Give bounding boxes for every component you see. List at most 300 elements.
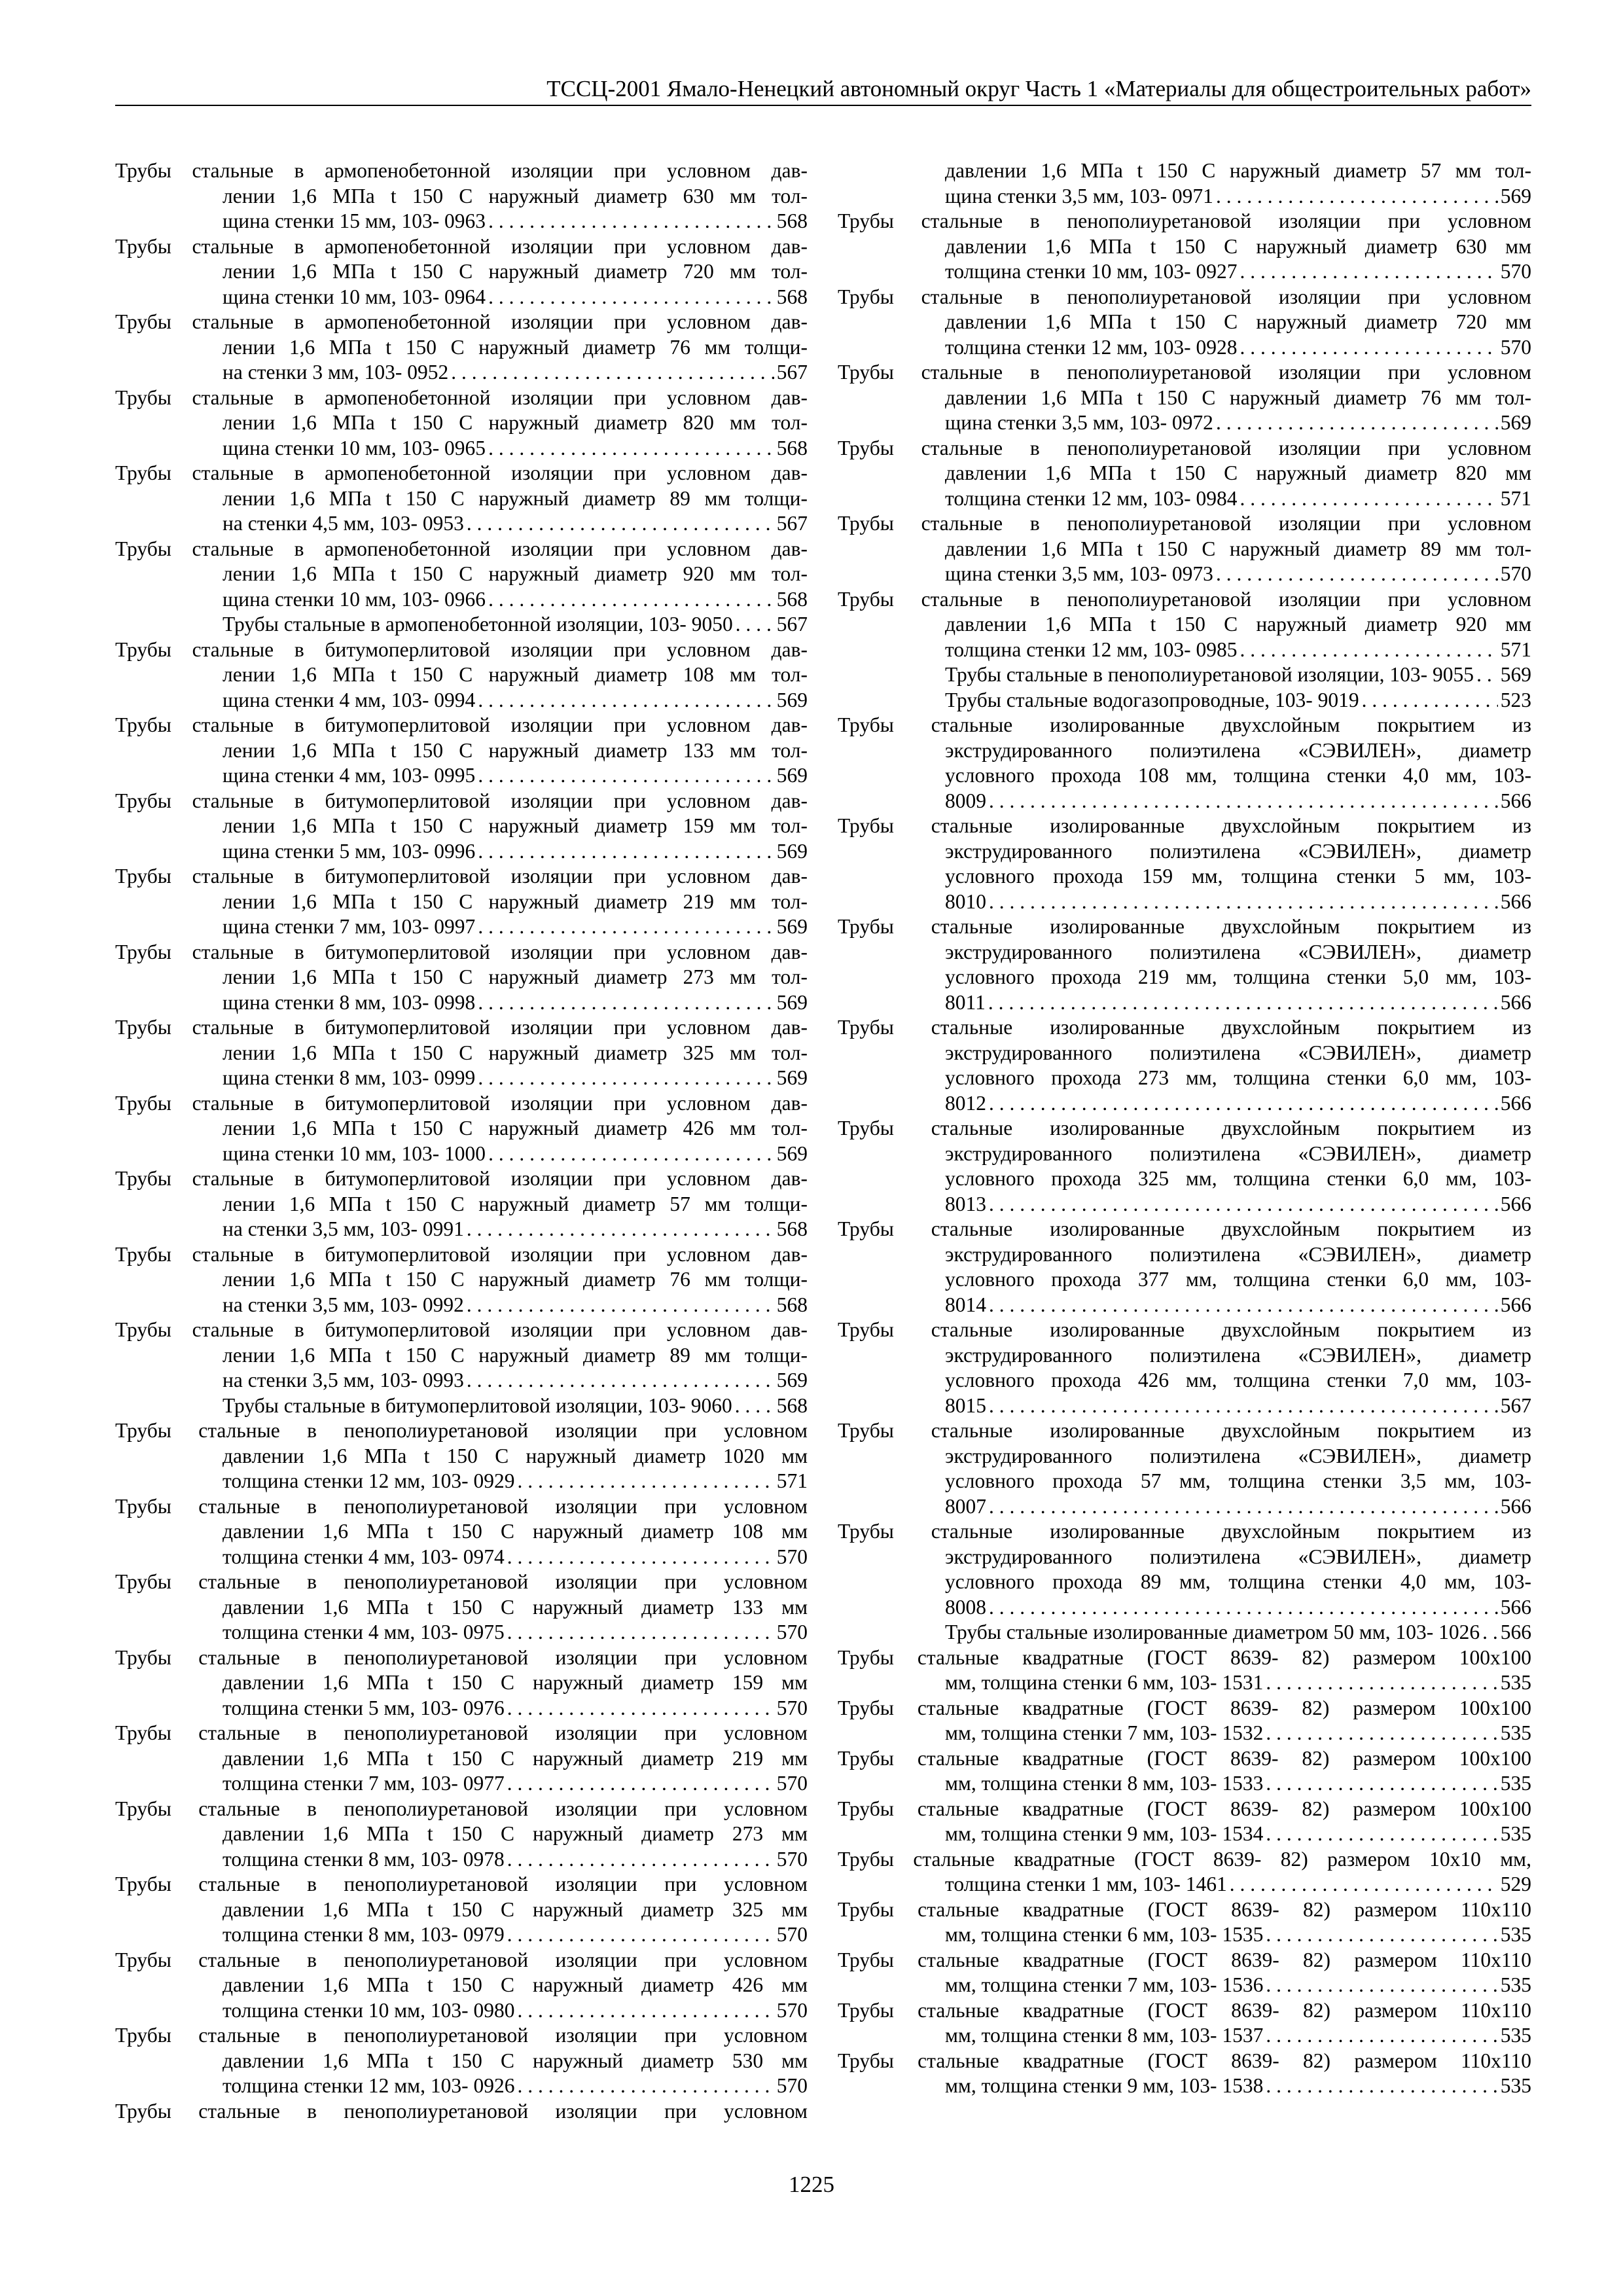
index-entry-line: Трубы стальные в армопенобетонной изоляции при условном дав- — [115, 386, 808, 409]
index-entry-page: 535 — [1500, 1772, 1531, 1795]
index-entry-text: щина стенки 10 мм, 103- 0966 — [223, 587, 486, 611]
index-entry-page: 569 — [1500, 663, 1531, 686]
index-entry-text: толщина стенки 4 мм, 103- 0975 — [223, 1621, 505, 1643]
index-entry — [115, 1721, 808, 1797]
index-entry-page: 567 — [776, 512, 808, 535]
index-entry — [838, 1847, 1531, 1897]
index-entry-line: Трубы стальные изолированные двухслойным покрытием из — [838, 814, 1531, 837]
index-entry — [115, 789, 808, 865]
index-entry-text: щина стенки 3,5 мм, 103- 0973 — [945, 562, 1213, 585]
index-entry-line: лении 1,6 МПа t 150 С наружный диаметр 219 мм тол- — [223, 889, 808, 913]
index-entry-line: Трубы стальные в битумоперлитовой изоляции при условном дав- — [115, 637, 808, 661]
index-entry-line: Трубы стальные в пенополиуретановой изоляции при условном — [115, 1948, 808, 1971]
index-entry-page: 567 — [776, 613, 808, 636]
index-entry-line: лении 1,6 МПа t 150 С наружный диаметр 325 мм тол- — [223, 1041, 808, 1064]
index-entry-line: Трубы стальные в армопенобетонной изоляции при условном дав- — [115, 537, 808, 560]
dot-leader — [1240, 486, 1497, 512]
dot-leader — [1266, 2073, 1497, 2099]
index-entry-line: лении 1,6 МПа t 150 С наружный диаметр 820 мм тол- — [223, 411, 808, 434]
index-entry — [838, 1948, 1531, 1998]
index-entry-line: условного прохода 219 мм, толщина стенки 5,0 мм, 103- — [945, 965, 1531, 988]
index-entry-line: давлении 1,6 МПа t 150 С наружный диаметр 630 мм — [945, 234, 1531, 258]
dot-leader — [1266, 1973, 1497, 1998]
index-entry-line: лении 1,6 МПа t 150 С наружный диаметр 133 мм тол- — [223, 738, 808, 762]
dot-leader — [1216, 184, 1498, 209]
index-entry-text: щина стенки 5 мм, 103- 0996 — [223, 839, 476, 863]
index-entry-page: 570 — [776, 1772, 808, 1795]
index-entry-page: 570 — [776, 1545, 808, 1568]
index-entry-page: 566 — [1500, 1494, 1531, 1518]
index-entry-line: Трубы стальные квадратные (ГОСТ 8639- 82) размером 110x110 — [838, 1948, 1531, 1971]
index-entry-line: давлении 1,6 МПа t 150 С наружный диаметр 108 мм — [223, 1520, 808, 1543]
index-entry-line: Трубы стальные в битумоперлитовой изоляции при условном дав- — [115, 713, 808, 736]
index-entry-text: толщина стенки 1 мм, 103- 1461 — [945, 1873, 1227, 1895]
index-entry-line: условного прохода 377 мм, толщина стенки 6,0 мм, 103- — [945, 1268, 1531, 1291]
index-entry-page: 570 — [776, 1696, 808, 1719]
index-entry-line: экструдированного полиэтилена «СЭВИЛЕН», диаметр — [945, 738, 1531, 762]
index-entry-line: Трубы стальные квадратные (ГОСТ 8639- 82) размером 110x110 — [838, 2049, 1531, 2072]
dot-leader — [517, 1998, 774, 2024]
index-entry-line: лении 1,6 МПа t 150 С наружный диаметр 89 мм толщи- — [223, 486, 808, 510]
index-entry-page: 535 — [1500, 1721, 1531, 1744]
index-entry-text: толщина стенки 12 мм, 103- 0926 — [223, 2074, 515, 2097]
index-entry-line: лении 1,6 МПа t 150 С наружный диаметр 159 мм тол- — [223, 814, 808, 837]
index-entry-text: щина стенки 10 мм, 103- 1000 — [223, 1141, 486, 1165]
index-entry-line: Трубы стальные квадратные (ГОСТ 8639- 82) размером 10x10 мм, — [838, 1847, 1531, 1871]
index-entry — [115, 1570, 808, 1645]
index-entry-text: мм, толщина стенки 6 мм, 103- 1535 — [945, 1923, 1264, 1946]
index-entry-page: 566 — [1500, 789, 1531, 812]
dot-leader — [507, 1696, 774, 1721]
index-entry-text: щина стенки 15 мм, 103- 0963 — [223, 209, 486, 232]
index-entry-line: лении 1,6 МПа t 150 С наружный диаметр 76 мм толщи- — [223, 1268, 808, 1291]
index-entry-text: толщина стенки 10 мм, 103- 0927 — [945, 260, 1238, 283]
index-entry — [838, 1217, 1531, 1318]
index-entry-text: мм, толщина стенки 8 мм, 103- 1533 — [945, 1772, 1264, 1795]
index-entry-line: Трубы стальные изолированные двухслойным покрытием из — [838, 1117, 1531, 1139]
index-entry — [115, 2099, 808, 2125]
dot-leader — [988, 990, 1498, 1016]
index-entry — [115, 637, 808, 713]
dot-leader — [478, 839, 774, 865]
index-entry-line: Трубы стальные изолированные двухслойным покрытием из — [838, 1318, 1531, 1341]
dot-leader — [1240, 259, 1497, 285]
index-entry — [838, 285, 1531, 361]
index-entry-line: Трубы стальные в пенополиуретановой изоляции при условном — [115, 1797, 808, 1820]
index-entry — [838, 158, 1531, 209]
index-entry-line: Трубы стальные в пенополиуретановой изоляции при условном — [838, 361, 1531, 384]
index-entry-line: Трубы стальные в битумоперлитовой изоляции при условном дав- — [115, 865, 808, 888]
index-entry-text: щина стенки 8 мм, 103- 0999 — [223, 1066, 476, 1089]
index-entry-line: Трубы стальные в пенополиуретановой изоляции при условном — [838, 512, 1531, 535]
index-entry — [838, 1519, 1531, 1620]
index-entry-text: Трубы стальные в армопенобетонной изоляции, 103- 9050 — [223, 613, 733, 636]
index-entry — [838, 511, 1531, 587]
index-entry-line: Трубы стальные в пенополиуретановой изоляции при условном — [115, 2099, 808, 2123]
index-entry-text: толщина стенки 8 мм, 103- 0979 — [223, 1923, 505, 1946]
index-entry-line: давлении 1,6 МПа t 150 С наружный диаметр 89 мм тол- — [945, 537, 1531, 560]
index-entry-page: 570 — [776, 1621, 808, 1643]
index-entry-page: 569 — [776, 990, 808, 1014]
index-entry-text: Трубы стальные в пенополиуретановой изоляции, 103- 9055 — [945, 663, 1474, 686]
dot-leader — [989, 1293, 1498, 1318]
index-entry-line: давлении 1,6 МПа t 150 С наружный диаметр 920 мм — [945, 613, 1531, 636]
index-entry-page: 570 — [776, 1998, 808, 2022]
index-entry — [115, 864, 808, 940]
index-entry — [115, 1242, 808, 1318]
index-entry-text: щина стенки 7 мм, 103- 0997 — [223, 915, 476, 938]
index-entry-page: 566 — [1500, 990, 1531, 1014]
dot-leader — [478, 763, 774, 789]
index-entry-line: Трубы стальные в битумоперлитовой изоляции при условном дав- — [115, 1242, 808, 1266]
index-entry-text: мм, толщина стенки 7 мм, 103- 1536 — [945, 1973, 1264, 1996]
index-entry-line: Трубы стальные в битумоперлитовой изоляции при условном дав- — [115, 789, 808, 812]
index-entry — [838, 1696, 1531, 1746]
index-entry-line: Трубы стальные изолированные двухслойным покрытием из — [838, 1520, 1531, 1543]
index-entry-line: Трубы стальные в битумоперлитовой изоляции при условном дав- — [115, 1091, 808, 1115]
index-entry-text: щина стенки 10 мм, 103- 0964 — [223, 285, 486, 308]
index-entry-line: Трубы стальные в пенополиуретановой изоляции при условном — [838, 587, 1531, 611]
index-entry-text: толщина стенки 4 мм, 103- 0974 — [223, 1545, 505, 1568]
index-entry-text: мм, толщина стенки 8 мм, 103- 1537 — [945, 2024, 1264, 2047]
index-entry — [115, 1872, 808, 1948]
index-entry-page: 566 — [1500, 1621, 1531, 1643]
index-entry-line: давлении 1,6 МПа t 150 С наружный диаметр 530 мм — [223, 2049, 808, 2072]
dot-leader — [507, 1771, 774, 1797]
dot-leader — [451, 360, 774, 386]
index-entry-line: лении 1,6 МПа t 150 С наружный диаметр 76 мм толщи- — [223, 335, 808, 359]
index-entry-page: 570 — [1500, 335, 1531, 359]
dot-leader — [488, 587, 774, 613]
index-entry — [838, 1418, 1531, 1519]
index-entry-text: щина стенки 4 мм, 103- 0995 — [223, 764, 476, 787]
index-entry-line: экструдированного полиэтилена «СЭВИЛЕН», диаметр — [945, 1242, 1531, 1266]
index-entry-page: 535 — [1500, 2074, 1531, 2097]
index-entry — [115, 1091, 808, 1167]
dot-leader — [1230, 1872, 1498, 1897]
dot-leader — [507, 1922, 774, 1948]
index-entry — [115, 386, 808, 461]
index-entry-text: мм, толщина стенки 9 мм, 103- 1534 — [945, 1822, 1264, 1845]
index-entry-text: Трубы стальные в битумоперлитовой изоляции, 103- 9060 — [223, 1393, 732, 1417]
index-entry-line: экструдированного полиэтилена «СЭВИЛЕН», диаметр — [945, 1444, 1531, 1467]
index-entry-line: условного прохода 89 мм, толщина стенки 4,0 мм, 103- — [945, 1570, 1531, 1593]
index-entry-page: 535 — [1500, 1822, 1531, 1845]
dot-leader — [488, 436, 774, 461]
index-entry-line: давлении 1,6 МПа t 150 С наружный диаметр 133 мм — [223, 1595, 808, 1619]
index-entry-page: 568 — [776, 285, 808, 308]
dot-leader — [1482, 1620, 1498, 1645]
index-entry-line: давлении 1,6 МПа t 150 С наружный диаметр 325 мм — [223, 1897, 808, 1921]
index-column-right — [838, 158, 1531, 2099]
index-entry — [838, 1897, 1531, 1948]
index-entry-line: Трубы стальные квадратные (ГОСТ 8639- 82) размером 100x100 — [838, 1645, 1531, 1669]
dot-leader — [1240, 637, 1497, 663]
index-entry-text: 8008 — [945, 1595, 986, 1619]
index-entry-line: лении 1,6 МПа t 150 С наружный диаметр 89 мм толщи- — [223, 1343, 808, 1367]
index-entry-page: 567 — [1500, 1393, 1531, 1417]
index-entry-page: 569 — [776, 764, 808, 787]
dot-leader — [488, 1141, 774, 1167]
index-entry — [838, 1645, 1531, 1696]
dot-leader — [507, 1620, 774, 1645]
index-entry-line: условного прохода 273 мм, толщина стенки 6,0 мм, 103- — [945, 1066, 1531, 1089]
index-entry-text: толщина стенки 5 мм, 103- 0976 — [223, 1696, 505, 1719]
index-entry-page: 569 — [776, 1369, 808, 1391]
index-entry-page: 570 — [776, 2074, 808, 2097]
index-entry-page: 570 — [776, 1923, 808, 1946]
dot-leader — [989, 1393, 1498, 1419]
index-entry-text: мм, толщина стенки 7 мм, 103- 1532 — [945, 1721, 1264, 1744]
dot-leader — [507, 1847, 774, 1873]
index-entry-line: Трубы стальные квадратные (ГОСТ 8639- 82) размером 110x110 — [838, 1998, 1531, 2022]
index-entry-text: 8012 — [945, 1091, 986, 1115]
index-entry-page: 568 — [776, 1393, 808, 1417]
index-entry-line: Трубы стальные в битумоперлитовой изоляции при условном дав- — [115, 1016, 808, 1039]
dot-leader — [735, 1393, 774, 1419]
dot-leader — [467, 1293, 774, 1318]
index-entry-line: Трубы стальные в пенополиуретановой изоляции при условном — [115, 1494, 808, 1518]
dot-leader — [478, 688, 774, 713]
index-entry-page: 566 — [1500, 1293, 1531, 1316]
index-entry-line: Трубы стальные в битумоперлитовой изоляции при условном дав- — [115, 940, 808, 963]
index-entry-text: Трубы стальные изолированные диаметром 50 мм, 103- 1026 — [945, 1621, 1480, 1643]
index-entry-line: условного прохода 426 мм, толщина стенки 7,0 мм, 103- — [945, 1369, 1531, 1391]
index-entry-page: 569 — [776, 915, 808, 938]
index-entry-page: 568 — [776, 209, 808, 232]
index-entry-line: Трубы стальные в битумоперлитовой изоляции при условном дав- — [115, 1318, 808, 1341]
index-entry-line: Трубы стальные в пенополиуретановой изоляции при условном — [115, 1570, 808, 1593]
index-entry-line: условного прохода 159 мм, толщина стенки 5 мм, 103- — [945, 865, 1531, 888]
index-entry-text: на стенки 3 мм, 103- 0952 — [223, 361, 449, 384]
index-entry — [838, 1116, 1531, 1217]
page-number: 1225 — [789, 2172, 834, 2197]
index-entry-page: 523 — [1500, 688, 1531, 711]
index-entry — [115, 713, 808, 789]
index-entry-page: 569 — [776, 688, 808, 711]
dot-leader — [478, 1066, 774, 1091]
dot-leader — [1266, 1670, 1497, 1696]
index-entry — [838, 1797, 1531, 1847]
index-entry — [838, 662, 1531, 688]
index-entry-line: условного прохода 57 мм, толщина стенки 3,5 мм, 103- — [945, 1469, 1531, 1492]
index-entry-line: Трубы стальные в пенополиуретановой изоляции при условном — [115, 2024, 808, 2047]
dot-leader — [989, 789, 1498, 814]
index-entry — [115, 612, 808, 637]
index-entry — [838, 713, 1531, 814]
index-entry-line: лении 1,6 МПа t 150 С наружный диаметр 273 мм тол- — [223, 965, 808, 988]
index-entry-page: 567 — [776, 361, 808, 384]
index-entry-text: 8013 — [945, 1192, 986, 1215]
index-entry-text: толщина стенки 12 мм, 103- 0985 — [945, 637, 1238, 661]
index-entry — [115, 1418, 808, 1494]
index-entry-line: давлении 1,6 МПа t 150 С наружный диаметр 820 мм — [945, 461, 1531, 484]
dot-leader — [488, 209, 774, 234]
dot-leader — [1240, 335, 1497, 361]
index-entry — [838, 1015, 1531, 1116]
index-entry-line: давлении 1,6 МПа t 150 С наружный диаметр 426 мм — [223, 1973, 808, 1996]
index-entry-line: лении 1,6 МПа t 150 С наружный диаметр 920 мм тол- — [223, 562, 808, 585]
dot-leader — [467, 511, 774, 537]
index-entry-page: 570 — [776, 1847, 808, 1871]
index-entry-text: мм, толщина стенки 6 мм, 103- 1531 — [945, 1671, 1264, 1694]
index-entry-text: 8015 — [945, 1393, 986, 1417]
index-entry-text: толщина стенки 12 мм, 103- 0929 — [223, 1469, 515, 1492]
index-entry-line: лении 1,6 МПа t 150 С наружный диаметр 108 мм тол- — [223, 663, 808, 686]
index-entry-text: 8014 — [945, 1293, 986, 1316]
index-entry-text: щина стенки 3,5 мм, 103- 0972 — [945, 411, 1213, 434]
dot-leader — [736, 612, 774, 637]
index-entry-page: 566 — [1500, 1192, 1531, 1215]
index-entry-line: Трубы стальные изолированные двухслойным покрытием из — [838, 713, 1531, 736]
index-entry — [115, 1393, 808, 1419]
index-entry-page: 571 — [1500, 486, 1531, 510]
index-entry — [115, 1494, 808, 1570]
index-entry — [838, 1998, 1531, 2049]
index-entry — [838, 814, 1531, 914]
index-entry — [115, 1797, 808, 1873]
index-entry — [838, 1318, 1531, 1418]
index-entry — [838, 360, 1531, 436]
index-entry — [115, 1318, 808, 1393]
index-entry-line: Трубы стальные изолированные двухслойным покрытием из — [838, 915, 1531, 938]
index-entry-page: 568 — [776, 1217, 808, 1240]
dot-leader — [478, 914, 774, 940]
index-entry-text: щина стенки 10 мм, 103- 0965 — [223, 436, 486, 459]
dot-leader — [1266, 2023, 1497, 2049]
index-entry — [115, 158, 808, 234]
index-entry-text: на стенки 3,5 мм, 103- 0991 — [223, 1217, 464, 1240]
index-entry-text: щина стенки 4 мм, 103- 0994 — [223, 688, 476, 711]
dot-leader — [1362, 688, 1498, 713]
dot-leader — [1266, 1721, 1497, 1746]
index-entry — [115, 537, 808, 613]
index-entry-text: 8007 — [945, 1494, 986, 1518]
index-entry-line: давлении 1,6 МПа t 150 С наружный диаметр 159 мм — [223, 1671, 808, 1694]
index-entry-text: на стенки 4,5 мм, 103- 0953 — [223, 512, 464, 535]
index-entry-line: Трубы стальные в пенополиуретановой изоляции при условном — [115, 1419, 808, 1442]
index-entry-page: 566 — [1500, 1595, 1531, 1619]
index-entry-line: давлении 1,6 МПа t 150 С наружный диаметр 720 мм — [945, 310, 1531, 333]
index-entry-page: 529 — [1500, 1873, 1531, 1895]
dot-leader — [467, 1368, 774, 1393]
index-entry-line: лении 1,6 МПа t 150 С наружный диаметр 426 мм тол- — [223, 1117, 808, 1139]
index-entry-page: 570 — [1500, 562, 1531, 585]
index-entry-page: 571 — [776, 1469, 808, 1492]
index-entry-page: 568 — [776, 1293, 808, 1316]
index-entry-line: Трубы стальные квадратные (ГОСТ 8639- 82) размером 100x100 — [838, 1746, 1531, 1770]
index-entry-line: Трубы стальные в армопенобетонной изоляции при условном дав- — [115, 234, 808, 258]
index-entry-line: Трубы стальные изолированные двухслойным покрытием из — [838, 1016, 1531, 1039]
index-entry-line: Трубы стальные изолированные двухслойным покрытием из — [838, 1217, 1531, 1240]
dot-leader — [507, 1545, 774, 1570]
index-entry — [115, 1645, 808, 1721]
index-entry-text: толщина стенки 12 мм, 103- 0984 — [945, 486, 1238, 510]
index-entry-page: 569 — [1500, 184, 1531, 207]
running-header: ТССЦ-2001 Ямало-Ненецкий автономный округ Часть 1 «Материалы для общестроительных работ» — [115, 73, 1531, 106]
index-entry-page: 568 — [776, 436, 808, 459]
index-entry — [115, 1015, 808, 1091]
dot-leader — [478, 990, 774, 1016]
index-entry-line: Трубы стальные квадратные (ГОСТ 8639- 82) размером 100x100 — [838, 1797, 1531, 1820]
index-entry-line: лении 1,6 МПа t 150 С наружный диаметр 57 мм толщи- — [223, 1192, 808, 1215]
index-entry-line: Трубы стальные в пенополиуретановой изоляции при условном — [115, 1873, 808, 1895]
index-entry-page: 535 — [1500, 2024, 1531, 2047]
index-entry — [115, 940, 808, 1016]
index-entry-text: мм, толщина стенки 9 мм, 103- 1538 — [945, 2074, 1264, 2097]
index-entry-line: экструдированного полиэтилена «СЭВИЛЕН», диаметр — [945, 1141, 1531, 1165]
index-entry-line: экструдированного полиэтилена «СЭВИЛЕН», диаметр — [945, 839, 1531, 863]
index-entry-text: на стенки 3,5 мм, 103- 0993 — [223, 1369, 464, 1391]
index-entry-page: 566 — [1500, 1091, 1531, 1115]
index-entry-page: 535 — [1500, 1923, 1531, 1946]
index-entry-line: давлении 1,6 МПа t 150 С наружный диаметр 219 мм — [223, 1746, 808, 1770]
index-entry-text: толщина стенки 8 мм, 103- 0978 — [223, 1847, 505, 1871]
index-entry — [115, 1166, 808, 1242]
index-entry-line: экструдированного полиэтилена «СЭВИЛЕН», диаметр — [945, 940, 1531, 963]
index-entry-line: давлении 1,6 МПа t 150 С наружный диаметр 76 мм тол- — [945, 386, 1531, 409]
index-entry — [838, 1746, 1531, 1797]
index-entry-line: Трубы стальные в пенополиуретановой изоляции при условном — [115, 1645, 808, 1669]
index-entry — [838, 209, 1531, 285]
dot-leader — [1476, 662, 1498, 688]
index-entry — [115, 461, 808, 537]
index-entry-line: Трубы стальные в армопенобетонной изоляции при условном дав- — [115, 461, 808, 484]
index-entry-page: 571 — [1500, 637, 1531, 661]
index-entry-text: толщина стенки 7 мм, 103- 0977 — [223, 1772, 505, 1795]
index-entry-line: Трубы стальные в битумоперлитовой изоляции при условном дав- — [115, 1167, 808, 1190]
index-entry-page: 569 — [1500, 411, 1531, 434]
index-entry — [838, 688, 1531, 713]
index-entry-text: толщина стенки 12 мм, 103- 0928 — [945, 335, 1238, 359]
index-entry-text: на стенки 3,5 мм, 103- 0992 — [223, 1293, 464, 1316]
index-entry — [115, 234, 808, 310]
index-entry-text: щина стенки 3,5 мм, 103- 0971 — [945, 184, 1213, 207]
index-entry-line: экструдированного полиэтилена «СЭВИЛЕН», диаметр — [945, 1545, 1531, 1568]
index-entry-line: условного прохода 108 мм, толщина стенки 4,0 мм, 103- — [945, 764, 1531, 787]
dot-leader — [1266, 1821, 1497, 1847]
index-entry-line: Трубы стальные в пенополиуретановой изоляции при условном — [115, 1721, 808, 1744]
index-entry-page: 570 — [1500, 260, 1531, 283]
dot-leader — [517, 2073, 774, 2099]
index-entry-line: Трубы стальные в пенополиуретановой изоляции при условном — [838, 436, 1531, 459]
dot-leader — [989, 1192, 1498, 1217]
index-entry-page: 535 — [1500, 1973, 1531, 1996]
index-entry-line: давлении 1,6 МПа t 150 С наружный диаметр 1020 мм — [223, 1444, 808, 1467]
index-entry-text: щина стенки 8 мм, 103- 0998 — [223, 990, 476, 1014]
index-entry-line: лении 1,6 МПа t 150 С наружный диаметр 630 мм тол- — [223, 184, 808, 207]
index-entry-page: 535 — [1500, 1671, 1531, 1694]
dot-leader — [989, 1091, 1498, 1117]
index-entry — [115, 2023, 808, 2099]
index-entry — [838, 436, 1531, 512]
index-entry-line: экструдированного полиэтилена «СЭВИЛЕН», диаметр — [945, 1343, 1531, 1367]
dot-leader — [1266, 1771, 1497, 1797]
index-entry — [115, 1948, 808, 2024]
index-entry-text: толщина стенки 10 мм, 103- 0980 — [223, 1998, 515, 2022]
index-entry — [838, 2049, 1531, 2099]
index-entry-line: Трубы стальные в пенополиуретановой изоляции при условном — [838, 285, 1531, 308]
dot-leader — [1216, 562, 1498, 587]
index-entry-line: давлении 1,6 МПа t 150 С наружный диаметр 273 мм — [223, 1822, 808, 1845]
index-entry-page: 569 — [776, 839, 808, 863]
index-entry-line: экструдированного полиэтилена «СЭВИЛЕН», диаметр — [945, 1041, 1531, 1064]
index-entry-line: Трубы стальные в армопенобетонной изоляции при условном дав- — [115, 310, 808, 333]
index-entry-text: 8011 — [945, 990, 986, 1014]
dot-leader — [467, 1217, 774, 1242]
index-entry-page: 568 — [776, 587, 808, 611]
index-entry-line: Трубы стальные в пенополиуретановой изоляции при условном — [838, 209, 1531, 232]
